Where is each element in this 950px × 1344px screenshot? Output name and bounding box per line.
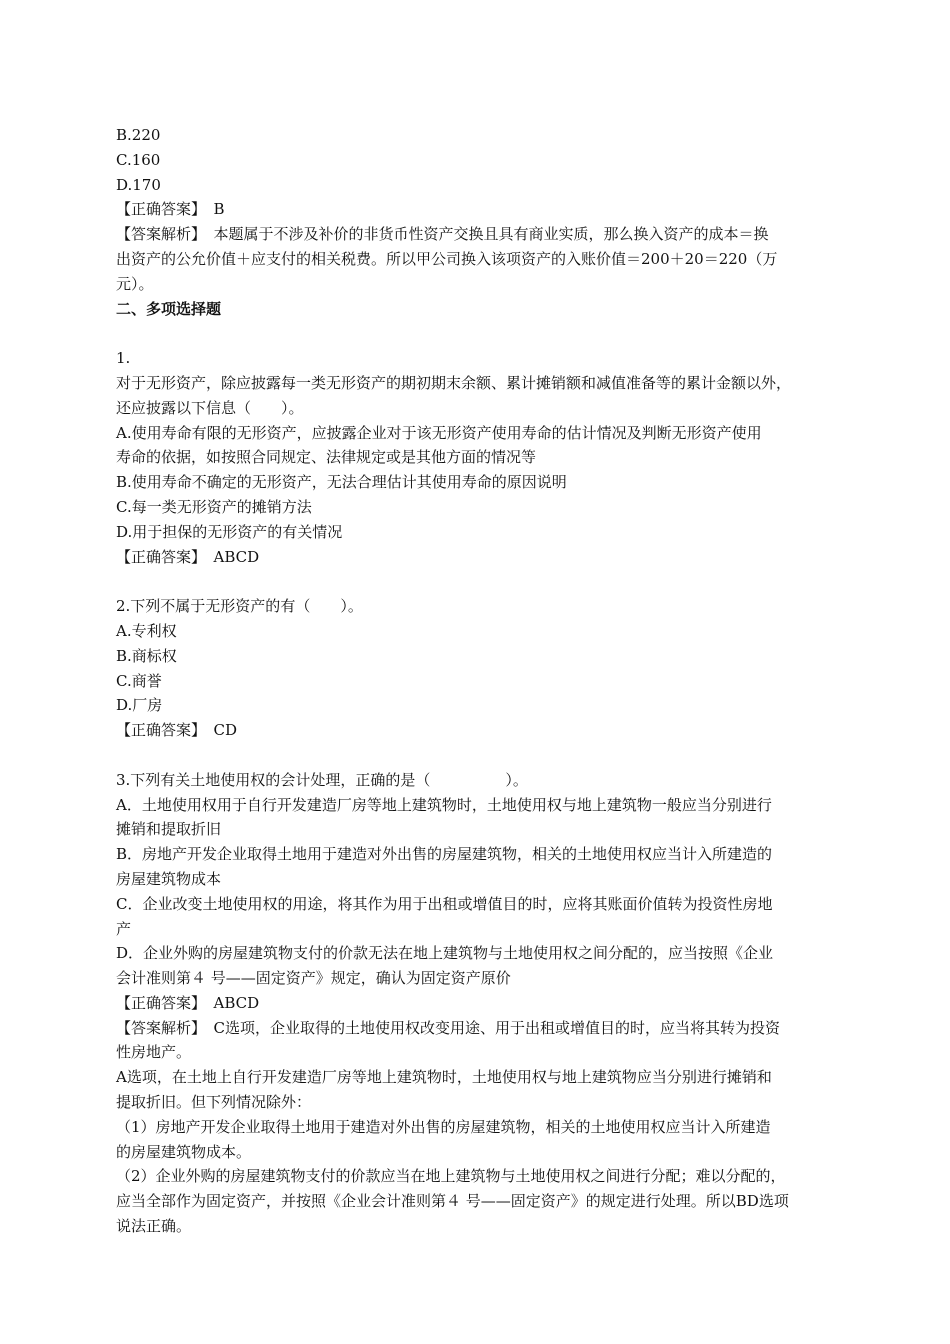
section-title: 二、多项选择题 xyxy=(116,299,222,318)
option-d: D.170 xyxy=(116,175,161,194)
question-1 xyxy=(116,346,842,569)
question-stem: 3.下列有关土地使用权的会计处理，正确的是（ ）。 xyxy=(116,770,528,789)
answer-analysis-line: 【答案解析】 本题属于不涉及补价的非货币性资产交换且具有商业实质，那么换入资产的成本＝换 xyxy=(116,225,769,244)
option-d: 会计准则第４ 号——固定资产》规定，确认为固定资产原价 xyxy=(116,969,511,988)
answer-analysis-line: （1）房地产开发企业取得土地用于建造对外出售的房屋建筑物，相关的土地使用权应当计入所建造 xyxy=(116,1117,771,1136)
correct-answer: 【正确答案】 B xyxy=(116,200,225,219)
answer-analysis-line: 应当全部作为固定资产，并按照《企业会计准则第４ 号——固定资产》的规定进行处理。所以BD选项 xyxy=(116,1192,789,1211)
option-a: A.专利权 xyxy=(116,621,177,640)
answer-analysis-line: 性房地产。 xyxy=(116,1043,192,1062)
option-b: B.使用寿命不确定的无形资产，无法合理估计其使用寿命的原因说明 xyxy=(116,473,567,492)
answer-analysis-line: 出资产的公允价值＋应支付的相关税费。所以甲公司换入该项资产的入账价值＝200＋20＝220（万 xyxy=(116,249,778,268)
option-b: B.商标权 xyxy=(116,646,177,665)
option-b: B．房地产开发企业取得土地用于建造对外出售的房屋建筑物，相关的土地使用权应当计入所建造的 xyxy=(116,845,773,864)
question-stem: 对于无形资产，除应披露每一类无形资产的期初期末余额、累计摊销额和减值准备等的累计金额以外， xyxy=(116,373,792,392)
answer-analysis-line: A选项，在土地上自行开发建造厂房等地上建筑物时，土地使用权与地上建筑物应当分别进行摊销和 xyxy=(116,1068,772,1087)
correct-answer: 【正确答案】 ABCD xyxy=(116,993,260,1012)
option-a: 寿命的依据，如按照合同规定、法律规定或是其他方面的情况等 xyxy=(116,448,537,467)
spacer xyxy=(116,569,842,594)
question-stem: 2.下列不属于无形资产的有（ ）。 xyxy=(116,597,363,616)
spacer xyxy=(116,321,842,346)
option-c: C.每一类无形资产的摊销方法 xyxy=(116,497,312,516)
option-d: D.厂房 xyxy=(116,696,163,715)
option-c: C.160 xyxy=(116,150,161,169)
option-b: B.220 xyxy=(116,126,161,144)
question-number: 1. xyxy=(116,349,131,368)
question-stem: 还应披露以下信息（ ）。 xyxy=(116,398,304,417)
answer-analysis-line: 【答案解析】 C选项，企业取得的土地使用权改变用途、用于出租或增值目的时，应当将其转为投资 xyxy=(116,1018,780,1037)
correct-answer: 【正确答案】 CD xyxy=(116,721,238,740)
prev-question-block xyxy=(116,123,842,297)
option-a: A．土地使用权用于自行开发建造厂房等地上建筑物时，土地使用权与地上建筑物一般应当分别进行 xyxy=(116,795,772,814)
question-3 xyxy=(116,768,842,1239)
option-a: 摊销和提取折旧 xyxy=(116,820,222,839)
option-c: C.商誉 xyxy=(116,671,162,690)
answer-analysis-line: 的房屋建筑物成本。 xyxy=(116,1142,252,1161)
document-page xyxy=(116,123,842,1239)
answer-analysis-line: （2）企业外购的房屋建筑物支付的价款应当在地上建筑物与土地使用权之间进行分配；难以分配的， xyxy=(116,1167,786,1186)
option-a: A.使用寿命有限的无形资产，应披露企业对于该无形资产使用寿命的估计情况及判断无形资产使用 xyxy=(116,423,762,442)
answer-analysis-line: 元）。 xyxy=(116,274,154,293)
correct-answer: 【正确答案】 ABCD xyxy=(116,547,260,566)
spacer xyxy=(116,743,842,768)
option-c: C．企业改变土地使用权的用途，将其作为用于出租或增值目的时，应将其账面价值转为投资性房地 xyxy=(116,894,773,913)
answer-analysis-line: 提取折旧。但下列情况除外： xyxy=(116,1093,312,1112)
option-d: D.用于担保的无形资产的有关情况 xyxy=(116,522,343,541)
question-2 xyxy=(116,594,842,743)
option-b: 房屋建筑物成本 xyxy=(116,869,222,888)
answer-analysis-line: 说法正确。 xyxy=(116,1217,192,1236)
option-d: D．企业外购的房屋建筑物支付的价款无法在地上建筑物与土地使用权之间分配的，应当按照《企业 xyxy=(116,944,774,963)
option-c: 产 xyxy=(116,919,132,938)
